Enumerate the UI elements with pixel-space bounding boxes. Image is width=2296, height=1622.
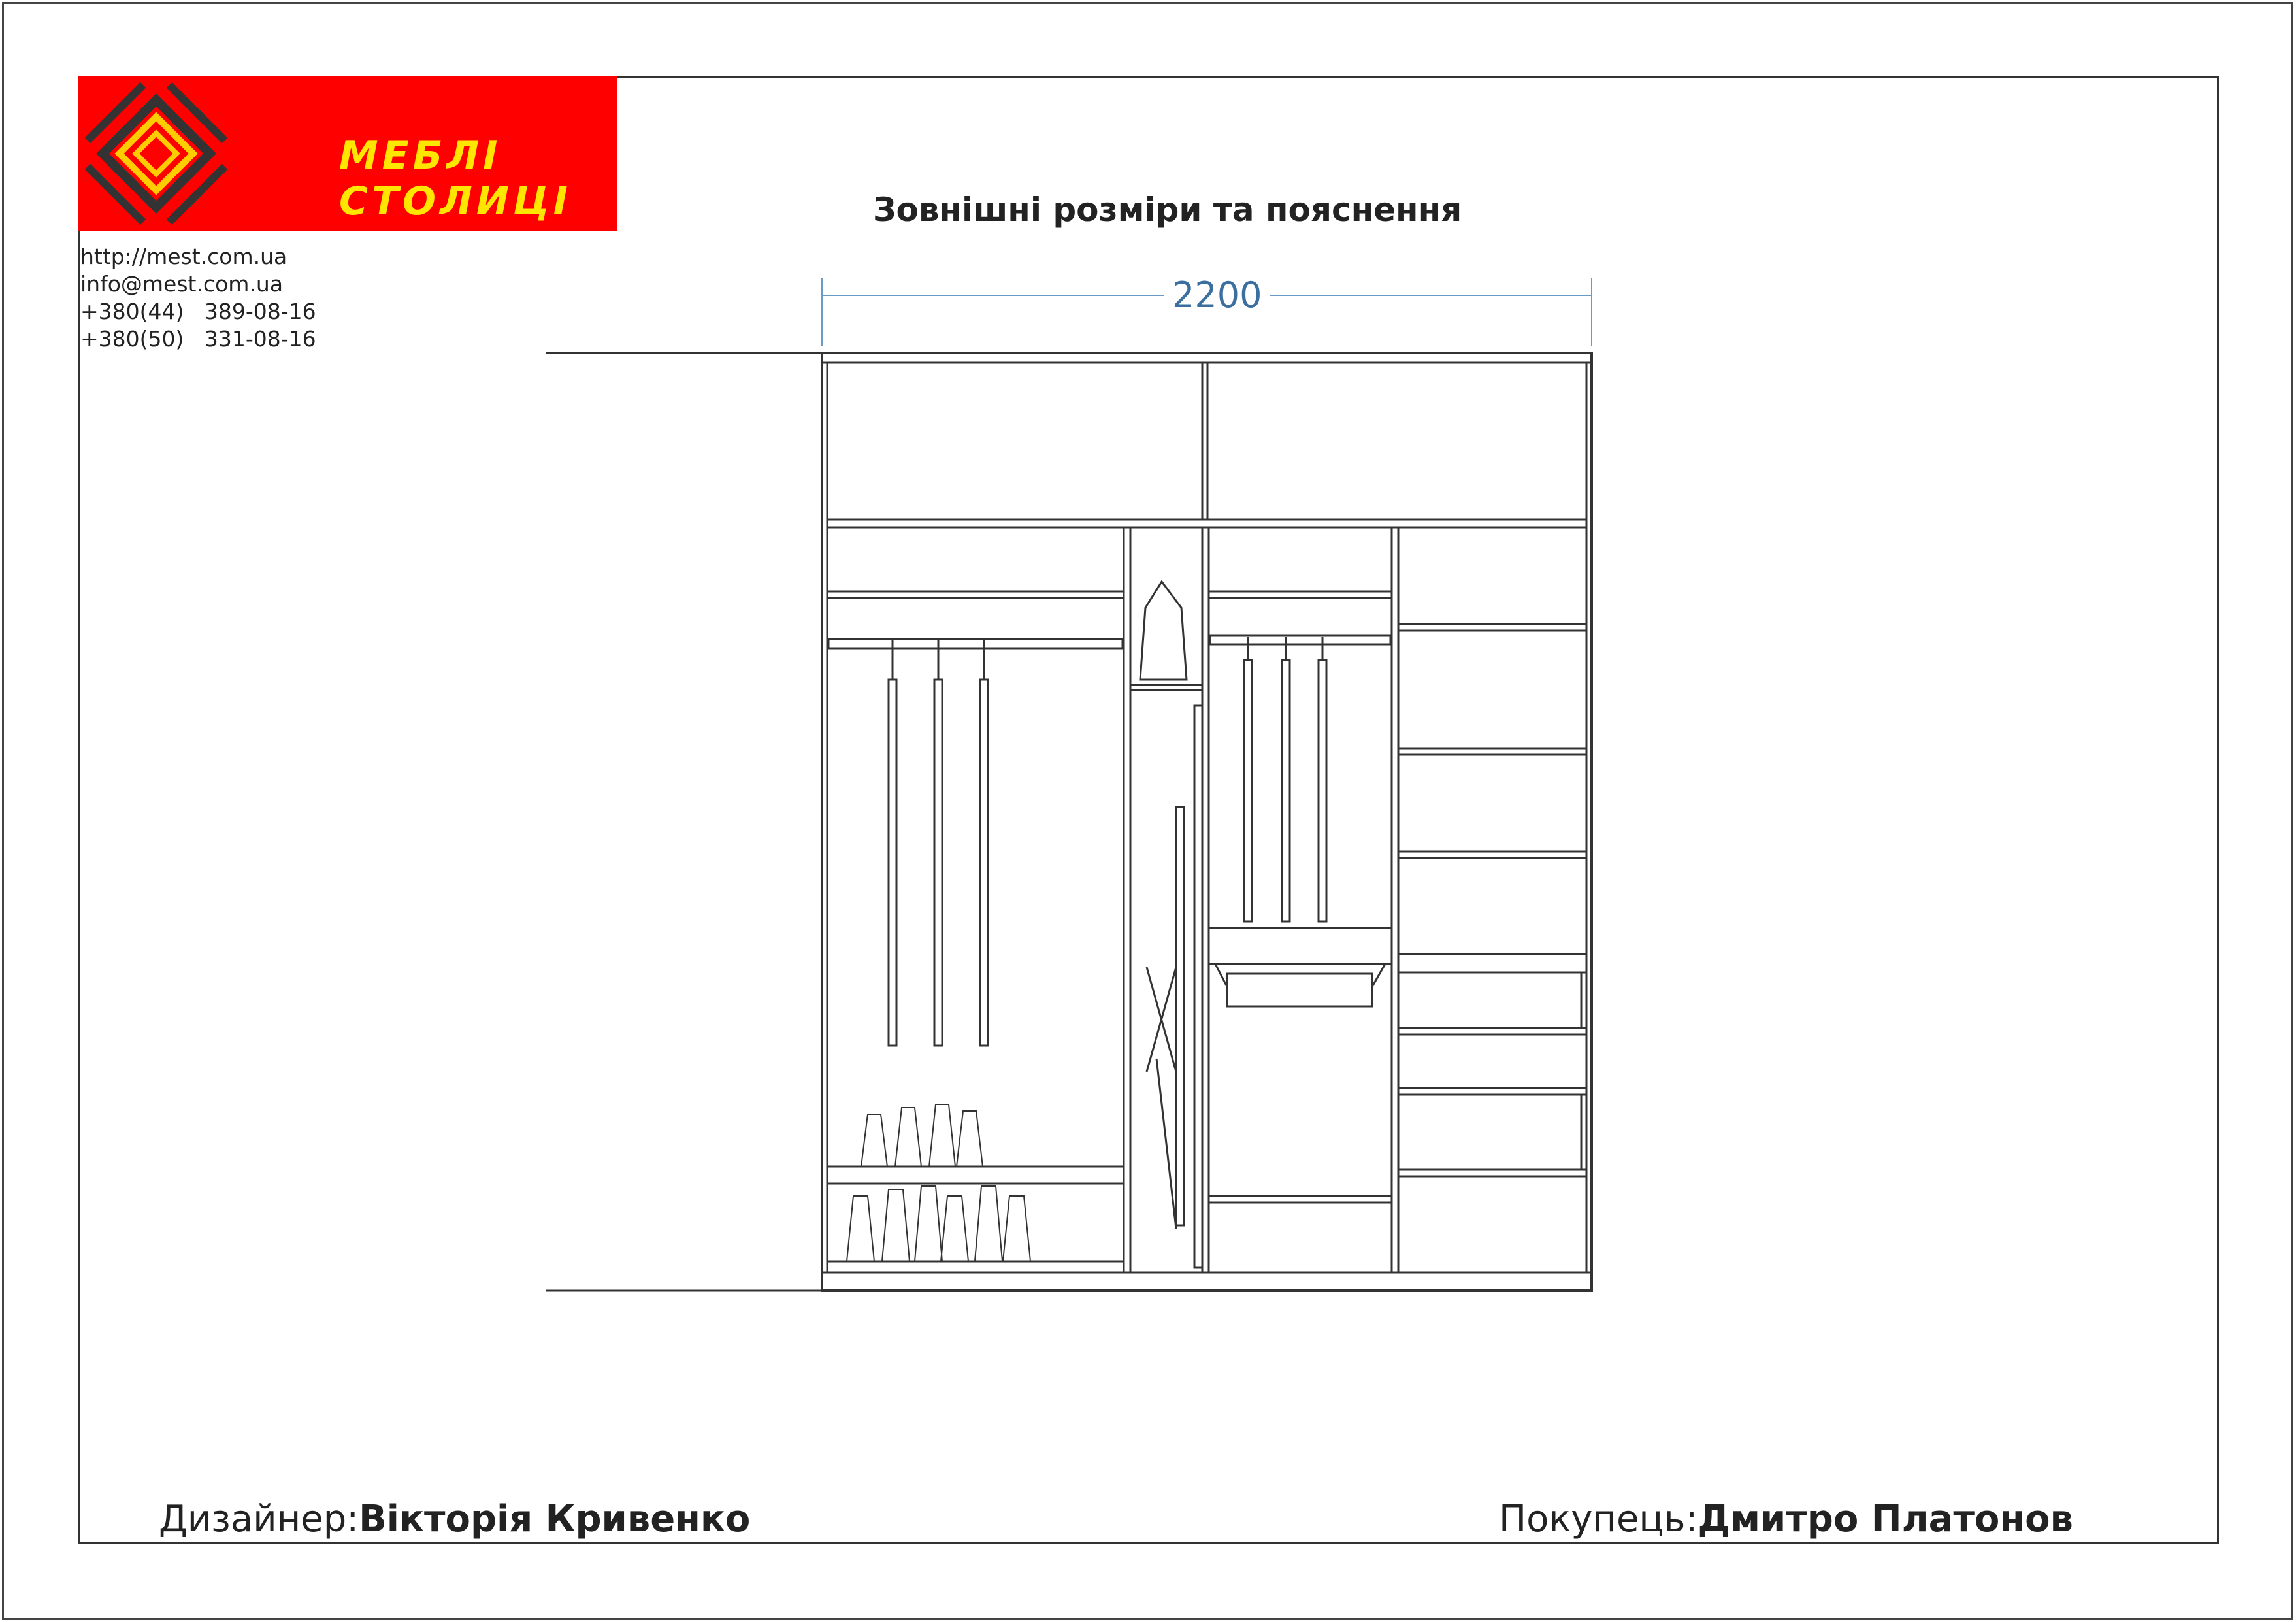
- contact-website[interactable]: http://mest.com.ua: [80, 244, 287, 269]
- width-dimension-label: 2200: [1164, 274, 1270, 316]
- designer-name: Вікторія Кривенко: [359, 1498, 751, 1540]
- designer-info: [159, 1498, 750, 1540]
- iron-icon: [1140, 582, 1187, 680]
- mezzanine-shelf: [827, 520, 1586, 527]
- buyer-info: [1499, 1498, 2073, 1540]
- brand-name: МЕБЛІ СТОЛИЦІ: [339, 133, 572, 224]
- hangers-right: [1244, 637, 1326, 921]
- contact-phone-1: +380(44) 389-08-16: [80, 299, 316, 324]
- shoe-shelf: [827, 1167, 1124, 1183]
- buyer-name: Дмитро Платонов: [1697, 1498, 2073, 1540]
- trouser-rack: [1209, 928, 1392, 964]
- right-shelves: [1398, 624, 1586, 1176]
- buyer-label: Покупець:: [1499, 1498, 1698, 1540]
- hanging-rail-left: [828, 639, 1123, 648]
- hanging-rail-right: [1210, 635, 1390, 644]
- page-title: Зовнішні розміри та пояснення: [873, 191, 1462, 229]
- contact-email[interactable]: info@mest.com.ua: [80, 271, 284, 297]
- contact-phone-2: +380(50) 331-08-16: [80, 326, 316, 352]
- designer-label: Дизайнер:: [159, 1498, 359, 1540]
- hangers-left: [889, 640, 988, 1046]
- ironing-board-icon: [1147, 807, 1184, 1229]
